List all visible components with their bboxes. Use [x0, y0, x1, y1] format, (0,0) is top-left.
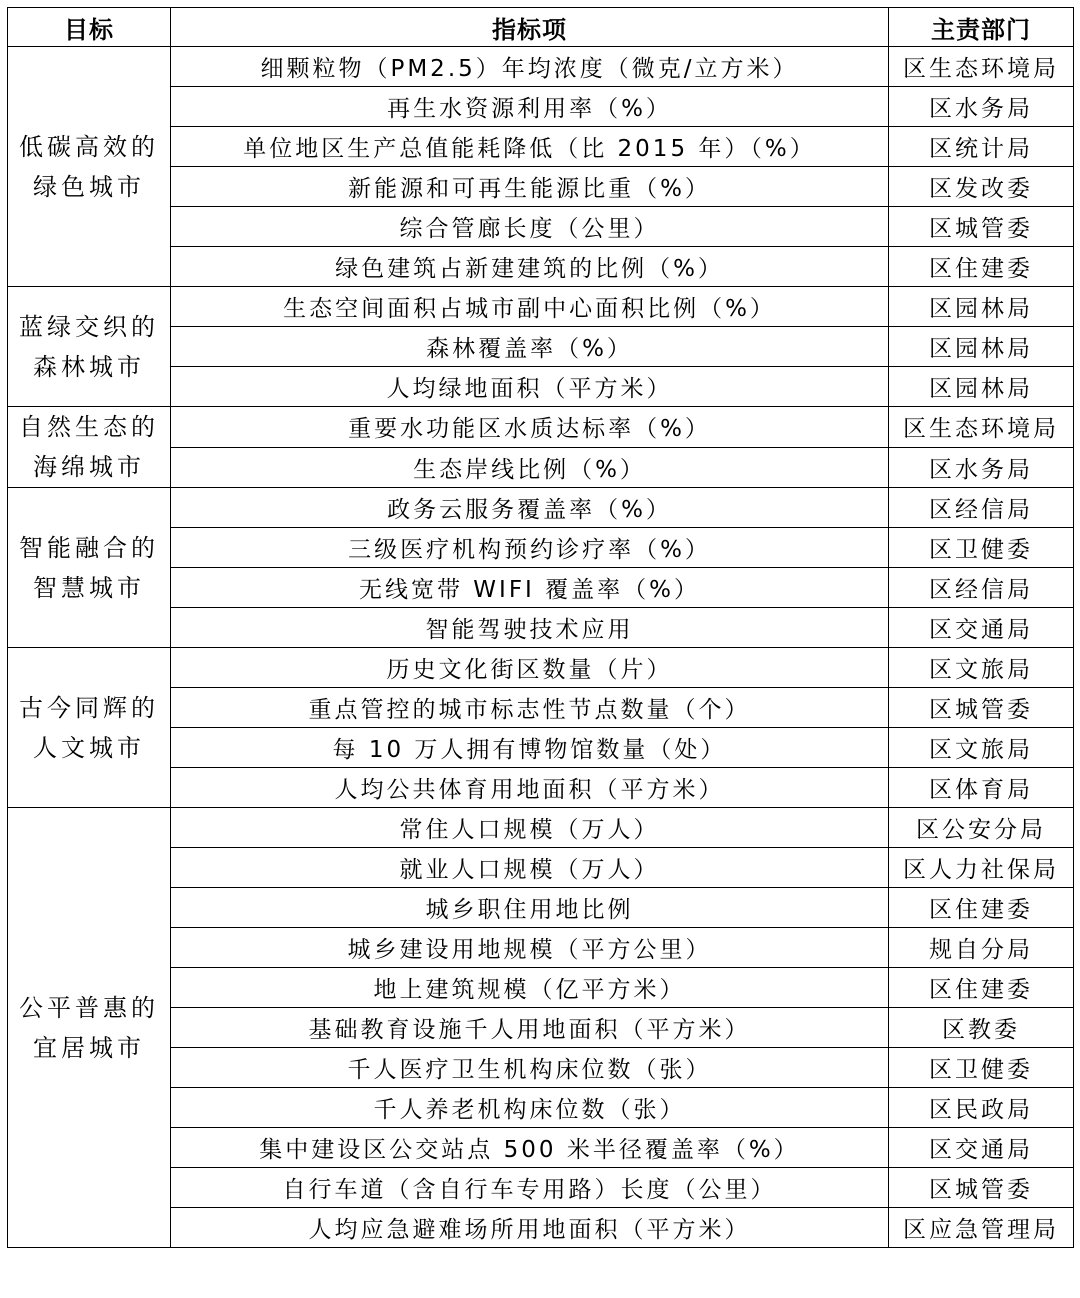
goal-label-line: 低碳高效的 [19, 132, 159, 161]
department-cell: 区生态环境局 [889, 407, 1074, 448]
department-cell: 区园林局 [889, 367, 1074, 407]
department-cell: 规自分局 [889, 928, 1074, 968]
indicator-cell: 政务云服务覆盖率（%） [171, 488, 889, 528]
indicator-cell: 自行车道（含自行车专用路）长度（公里） [171, 1168, 889, 1208]
header-indicator: 指标项 [171, 8, 889, 47]
department-cell: 区统计局 [889, 127, 1074, 167]
indicator-cell: 人均公共体育用地面积（平方米） [171, 768, 889, 808]
goal-cell [8, 808, 171, 1248]
goal-cell [8, 648, 171, 808]
indicator-cell: 人均绿地面积（平方米） [171, 367, 889, 407]
header-goal: 目标 [8, 8, 171, 47]
department-cell: 区卫健委 [889, 528, 1074, 568]
indicator-cell: 森林覆盖率（%） [171, 327, 889, 367]
table-row [8, 287, 1074, 327]
indicator-cell: 重要水功能区水质达标率（%） [171, 407, 889, 448]
goal-label-line: 古今同辉的 [19, 693, 159, 722]
goal-label-line: 宜居城市 [33, 1033, 145, 1062]
department-cell: 区公安分局 [889, 808, 1074, 848]
goal-label-line: 绿色城市 [33, 172, 145, 201]
indicator-cell: 千人医疗卫生机构床位数（张） [171, 1048, 889, 1088]
indicator-cell: 生态空间面积占城市副中心面积比例（%） [171, 287, 889, 327]
table-row [8, 407, 1074, 448]
table-header [8, 8, 1074, 47]
header-department: 主责部门 [889, 8, 1074, 47]
goal-label-line: 智慧城市 [33, 573, 145, 602]
department-cell: 区教委 [889, 1008, 1074, 1048]
goal-cell [8, 407, 171, 488]
indicator-cell: 每 10 万人拥有博物馆数量（处） [171, 728, 889, 768]
indicator-cell: 绿色建筑占新建建筑的比例（%） [171, 247, 889, 287]
goal-label-line: 蓝绿交织的 [19, 312, 159, 341]
department-cell: 区交通局 [889, 1128, 1074, 1168]
goal-label-line: 智能融合的 [19, 533, 159, 562]
department-cell: 区城管委 [889, 1168, 1074, 1208]
goal-label-line: 海绵城市 [33, 453, 145, 481]
indicator-cell: 城乡职住用地比例 [171, 888, 889, 928]
department-cell: 区生态环境局 [889, 47, 1074, 87]
indicator-cell: 无线宽带 WIFI 覆盖率（%） [171, 568, 889, 608]
table-row [8, 47, 1074, 87]
indicator-cell: 生态岸线比例（%） [171, 447, 889, 488]
department-cell: 区人力社保局 [889, 848, 1074, 888]
indicator-cell: 综合管廊长度（公里） [171, 207, 889, 247]
indicator-table [7, 7, 1074, 1248]
indicator-cell: 城乡建设用地规模（平方公里） [171, 928, 889, 968]
department-cell: 区经信局 [889, 568, 1074, 608]
indicator-cell: 重点管控的城市标志性节点数量（个） [171, 688, 889, 728]
department-cell: 区住建委 [889, 888, 1074, 928]
department-cell: 区文旅局 [889, 728, 1074, 768]
department-cell: 区卫健委 [889, 1048, 1074, 1088]
indicator-cell: 就业人口规模（万人） [171, 848, 889, 888]
indicator-cell: 单位地区生产总值能耗降低（比 2015 年）（%） [171, 127, 889, 167]
department-cell: 区交通局 [889, 608, 1074, 648]
department-cell: 区发改委 [889, 167, 1074, 207]
department-cell: 区民政局 [889, 1088, 1074, 1128]
goal-label-line: 森林城市 [33, 352, 145, 381]
indicator-cell: 再生水资源利用率（%） [171, 87, 889, 127]
indicator-cell: 常住人口规模（万人） [171, 808, 889, 848]
department-cell: 区住建委 [889, 968, 1074, 1008]
table-body [8, 47, 1074, 1248]
indicator-cell: 地上建筑规模（亿平方米） [171, 968, 889, 1008]
goal-label-line: 自然生态的 [19, 413, 159, 441]
indicator-cell: 基础教育设施千人用地面积（平方米） [171, 1008, 889, 1048]
department-cell: 区园林局 [889, 287, 1074, 327]
goal-cell [8, 47, 171, 287]
department-cell: 区城管委 [889, 207, 1074, 247]
indicator-cell: 千人养老机构床位数（张） [171, 1088, 889, 1128]
goal-cell [8, 287, 171, 407]
table-row [8, 648, 1074, 688]
indicator-cell: 历史文化街区数量（片） [171, 648, 889, 688]
indicator-cell: 智能驾驶技术应用 [171, 608, 889, 648]
department-cell: 区经信局 [889, 488, 1074, 528]
indicator-cell: 集中建设区公交站点 500 米半径覆盖率（%） [171, 1128, 889, 1168]
department-cell: 区水务局 [889, 447, 1074, 488]
department-cell: 区城管委 [889, 688, 1074, 728]
indicator-cell: 人均应急避难场所用地面积（平方米） [171, 1208, 889, 1248]
goal-label-line: 公平普惠的 [19, 993, 159, 1022]
department-cell: 区住建委 [889, 247, 1074, 287]
indicator-cell: 细颗粒物（PM2.5）年均浓度（微克/立方米） [171, 47, 889, 87]
department-cell: 区文旅局 [889, 648, 1074, 688]
department-cell: 区园林局 [889, 327, 1074, 367]
department-cell: 区水务局 [889, 87, 1074, 127]
indicator-cell: 新能源和可再生能源比重（%） [171, 167, 889, 207]
goal-label-line: 人文城市 [33, 733, 145, 762]
goal-cell [8, 488, 171, 648]
department-cell: 区体育局 [889, 768, 1074, 808]
department-cell: 区应急管理局 [889, 1208, 1074, 1248]
header-row [8, 8, 1074, 47]
table-row [8, 808, 1074, 848]
table-row [8, 488, 1074, 528]
indicator-cell: 三级医疗机构预约诊疗率（%） [171, 528, 889, 568]
